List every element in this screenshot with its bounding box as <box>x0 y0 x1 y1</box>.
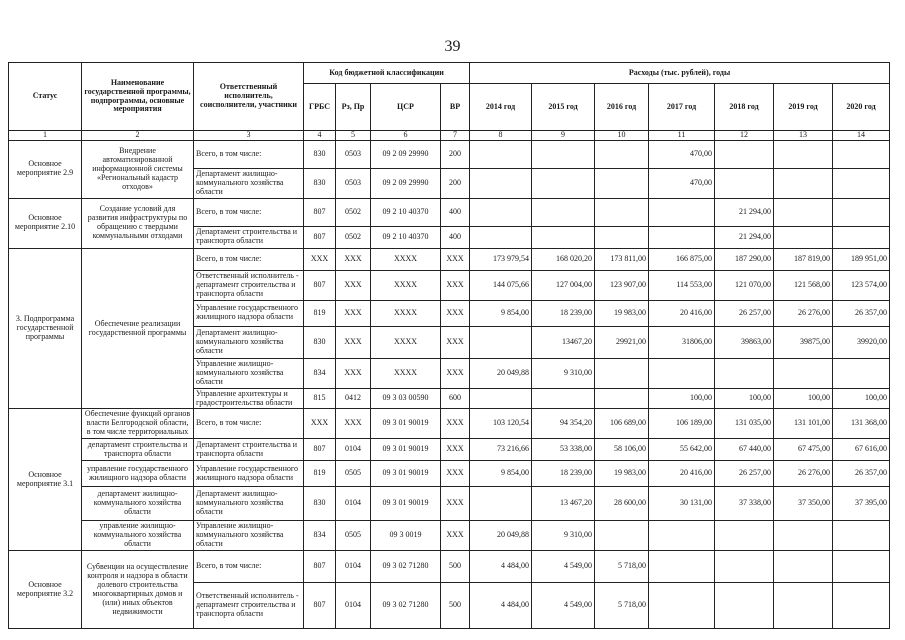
name-cell: Создание условий для развития инфраструктуры по обращению с твердыми коммунальными отходами <box>82 198 194 248</box>
name-cell: Внедрение автоматизированной информационной системы «Региональный кадастр отходов» <box>82 141 194 199</box>
year-2017-cell: 20 416,00 <box>649 461 715 487</box>
csr-cell: 09 3 01 90019 <box>371 461 441 487</box>
year-2020-cell: 39920,00 <box>833 326 890 358</box>
vr-cell: XXX <box>441 439 470 461</box>
responsible-cell: Департамент жилищно-коммунального хозяйства области <box>194 169 304 199</box>
year-2019-cell: 67 475,00 <box>774 439 833 461</box>
year-2018-cell: 21 294,00 <box>715 198 774 226</box>
grbs-cell: 830 <box>304 326 336 358</box>
grbs-cell: XXX <box>304 248 336 270</box>
year-2019-cell: 26 276,00 <box>774 300 833 326</box>
csr-cell: XXXX <box>371 358 441 388</box>
column-index-cell: 14 <box>833 131 890 141</box>
year-2016-cell <box>595 169 649 199</box>
year-2018-cell: 67 440,00 <box>715 439 774 461</box>
vr-cell: 500 <box>441 583 470 629</box>
year-2018-cell <box>715 521 774 551</box>
year-2017-cell: 31806,00 <box>649 326 715 358</box>
year-2017-cell: 55 642,00 <box>649 439 715 461</box>
year-2014-cell: 73 216,66 <box>470 439 532 461</box>
year-2015-cell: 13467,20 <box>532 326 595 358</box>
year-2018-cell: 21 294,00 <box>715 226 774 248</box>
year-2015-cell: 127 004,00 <box>532 270 595 300</box>
responsible-cell: Управление архитектуры и градостроительства области <box>194 388 304 409</box>
year-2020-cell: 26 357,00 <box>833 300 890 326</box>
year-2014-cell: 9 854,00 <box>470 461 532 487</box>
year-2014-cell <box>470 141 532 169</box>
grbs-cell: 830 <box>304 169 336 199</box>
column-index-cell: 11 <box>649 131 715 141</box>
table-row <box>9 248 890 270</box>
year-2015-cell: 9 310,00 <box>532 358 595 388</box>
vr-cell: 400 <box>441 198 470 226</box>
table-row <box>9 551 890 583</box>
year-2016-cell <box>595 141 649 169</box>
year-2017-cell: 166 875,00 <box>649 248 715 270</box>
responsible-cell: Всего, в том числе: <box>194 198 304 226</box>
vr-cell: XXX <box>441 358 470 388</box>
year-2020-cell <box>833 169 890 199</box>
grbs-cell: 834 <box>304 358 336 388</box>
vr-cell: 200 <box>441 169 470 199</box>
name-cell: Обеспечение функций органов власти Белгородской области, в том числе территориальных <box>82 409 194 439</box>
header-grbs: ГРБС <box>304 84 336 131</box>
year-2014-cell <box>470 388 532 409</box>
header-year-2015: 2015 год <box>532 84 595 131</box>
status-cell: 3. Подпрограмма государственной программы <box>9 248 82 409</box>
table-row <box>9 521 890 551</box>
vr-cell: 200 <box>441 141 470 169</box>
year-2019-cell <box>774 521 833 551</box>
year-2015-cell <box>532 388 595 409</box>
grbs-cell: 807 <box>304 226 336 248</box>
year-2017-cell <box>649 551 715 583</box>
year-2018-cell <box>715 551 774 583</box>
header-year-2017: 2017 год <box>649 84 715 131</box>
year-2020-cell: 26 357,00 <box>833 461 890 487</box>
name-cell: Обеспечение реализации государственной программы <box>82 248 194 409</box>
year-2017-cell <box>649 521 715 551</box>
rzpr-cell: XXX <box>336 270 371 300</box>
year-2014-cell <box>470 487 532 521</box>
rzpr-cell: 0104 <box>336 551 371 583</box>
year-2017-cell: 30 131,00 <box>649 487 715 521</box>
responsible-cell: Ответственный исполнитель - департамент строительства и транспорта области <box>194 583 304 629</box>
year-2019-cell <box>774 358 833 388</box>
year-2017-cell <box>649 358 715 388</box>
grbs-cell: 815 <box>304 388 336 409</box>
year-2019-cell <box>774 551 833 583</box>
grbs-cell: XXX <box>304 409 336 439</box>
year-2015-cell: 4 549,00 <box>532 551 595 583</box>
responsible-cell: Управление жилищно-коммунального хозяйства области <box>194 521 304 551</box>
year-2019-cell: 121 568,00 <box>774 270 833 300</box>
year-2014-cell: 4 484,00 <box>470 583 532 629</box>
header-year-2019: 2019 год <box>774 84 833 131</box>
year-2015-cell: 4 549,00 <box>532 583 595 629</box>
year-2016-cell: 58 106,00 <box>595 439 649 461</box>
year-2016-cell: 19 983,00 <box>595 300 649 326</box>
vr-cell: XXX <box>441 521 470 551</box>
year-2014-cell <box>470 226 532 248</box>
year-2020-cell: 67 616,00 <box>833 439 890 461</box>
responsible-cell: Управление жилищно-коммунального хозяйства области <box>194 358 304 388</box>
year-2017-cell: 114 553,00 <box>649 270 715 300</box>
rzpr-cell: XXX <box>336 409 371 439</box>
year-2017-cell: 106 189,00 <box>649 409 715 439</box>
csr-cell: 09 2 10 40370 <box>371 198 441 226</box>
year-2016-cell <box>595 521 649 551</box>
year-2018-cell: 131 035,00 <box>715 409 774 439</box>
column-index-cell: 13 <box>774 131 833 141</box>
header-year-2020: 2020 год <box>833 84 890 131</box>
responsible-cell: Управление государственного жилищного надзора области <box>194 461 304 487</box>
year-2014-cell: 173 979,54 <box>470 248 532 270</box>
year-2015-cell: 18 239,00 <box>532 300 595 326</box>
year-2019-cell <box>774 169 833 199</box>
rzpr-cell: 0502 <box>336 226 371 248</box>
table-row <box>9 141 890 169</box>
year-2020-cell: 131 368,00 <box>833 409 890 439</box>
year-2019-cell: 39875,00 <box>774 326 833 358</box>
csr-cell: XXXX <box>371 248 441 270</box>
csr-cell: XXXX <box>371 326 441 358</box>
grbs-cell: 807 <box>304 551 336 583</box>
rzpr-cell: XXX <box>336 358 371 388</box>
table-row <box>9 409 890 439</box>
year-2018-cell: 26 257,00 <box>715 300 774 326</box>
year-2019-cell <box>774 583 833 629</box>
budget-table <box>8 62 890 629</box>
header-name: Наименование государственной программы, подпрограммы, основные мероприятия <box>82 63 194 131</box>
csr-cell: 09 2 09 29990 <box>371 141 441 169</box>
column-index-cell: 12 <box>715 131 774 141</box>
csr-cell: XXXX <box>371 300 441 326</box>
year-2016-cell: 173 811,00 <box>595 248 649 270</box>
vr-cell: XXX <box>441 248 470 270</box>
year-2015-cell: 53 338,00 <box>532 439 595 461</box>
vr-cell: 600 <box>441 388 470 409</box>
header-expenses: Расходы (тыс. рублей), годы <box>470 63 890 84</box>
year-2016-cell: 123 907,00 <box>595 270 649 300</box>
rzpr-cell: 0505 <box>336 461 371 487</box>
rzpr-cell: 0104 <box>336 583 371 629</box>
year-2015-cell: 168 020,20 <box>532 248 595 270</box>
year-2016-cell <box>595 358 649 388</box>
header-responsible: Ответственный исполнитель, соисполнители, участники <box>194 63 304 131</box>
year-2020-cell: 123 574,00 <box>833 270 890 300</box>
grbs-cell: 834 <box>304 521 336 551</box>
year-2016-cell: 28 600,00 <box>595 487 649 521</box>
year-2016-cell <box>595 198 649 226</box>
rzpr-cell: 0503 <box>336 141 371 169</box>
year-2017-cell <box>649 583 715 629</box>
responsible-cell: Ответственный исполнитель - департамент строительства и транспорта области <box>194 270 304 300</box>
csr-cell: 09 3 01 90019 <box>371 487 441 521</box>
responsible-cell: Всего, в том числе: <box>194 248 304 270</box>
table-body <box>9 141 890 629</box>
csr-cell: 09 3 02 71280 <box>371 551 441 583</box>
year-2015-cell <box>532 198 595 226</box>
grbs-cell: 807 <box>304 583 336 629</box>
rzpr-cell: 0104 <box>336 487 371 521</box>
year-2019-cell <box>774 198 833 226</box>
year-2014-cell <box>470 198 532 226</box>
rzpr-cell: XXX <box>336 300 371 326</box>
name-cell: управление жилищно-коммунального хозяйства области <box>82 521 194 551</box>
vr-cell: 400 <box>441 226 470 248</box>
csr-cell: 09 3 02 71280 <box>371 583 441 629</box>
year-2017-cell: 20 416,00 <box>649 300 715 326</box>
year-2018-cell <box>715 169 774 199</box>
year-2020-cell: 37 395,00 <box>833 487 890 521</box>
year-2014-cell: 20 049,88 <box>470 521 532 551</box>
year-2015-cell <box>532 169 595 199</box>
year-2019-cell: 131 101,00 <box>774 409 833 439</box>
status-cell: Основное мероприятие 3.2 <box>9 551 82 629</box>
vr-cell: XXX <box>441 409 470 439</box>
vr-cell: XXX <box>441 326 470 358</box>
year-2017-cell: 470,00 <box>649 141 715 169</box>
grbs-cell: 807 <box>304 270 336 300</box>
year-2016-cell: 29921,00 <box>595 326 649 358</box>
year-2016-cell <box>595 388 649 409</box>
column-index-cell: 1 <box>9 131 82 141</box>
csr-cell: 09 2 10 40370 <box>371 226 441 248</box>
status-cell: Основное мероприятие 2.10 <box>9 198 82 248</box>
grbs-cell: 819 <box>304 461 336 487</box>
year-2018-cell: 39863,00 <box>715 326 774 358</box>
year-2015-cell: 94 354,20 <box>532 409 595 439</box>
column-index-cell: 6 <box>371 131 441 141</box>
table-row <box>9 198 890 226</box>
header-csr: ЦСР <box>371 84 441 131</box>
rzpr-cell: 0104 <box>336 439 371 461</box>
responsible-cell: Департамент строительства и транспорта области <box>194 226 304 248</box>
page-number: 39 <box>444 38 461 55</box>
csr-cell: 09 3 03 00590 <box>371 388 441 409</box>
year-2020-cell <box>833 198 890 226</box>
responsible-cell: Всего, в том числе: <box>194 551 304 583</box>
csr-cell: 09 3 0019 <box>371 521 441 551</box>
grbs-cell: 819 <box>304 300 336 326</box>
grbs-cell: 807 <box>304 439 336 461</box>
name-cell: департамент жилищно-коммунального хозяйства области <box>82 487 194 521</box>
csr-cell: 09 3 01 90019 <box>371 439 441 461</box>
table-row <box>9 487 890 521</box>
column-index-cell: 5 <box>336 131 371 141</box>
vr-cell: XXX <box>441 487 470 521</box>
name-cell: управление государственного жилищного надзора области <box>82 461 194 487</box>
header-rzpr: Рз, Пр <box>336 84 371 131</box>
vr-cell: XXX <box>441 270 470 300</box>
rzpr-cell: 0503 <box>336 169 371 199</box>
vr-cell: XXX <box>441 461 470 487</box>
name-cell: Субвенции на осуществление контроля и надзора в области долевого строительства многоквартирных домов и (или) иных объектов недвижимости <box>82 551 194 629</box>
year-2015-cell <box>532 226 595 248</box>
rzpr-cell: 0505 <box>336 521 371 551</box>
year-2014-cell: 103 120,54 <box>470 409 532 439</box>
year-2015-cell: 9 310,00 <box>532 521 595 551</box>
rzpr-cell: XXX <box>336 248 371 270</box>
year-2014-cell <box>470 169 532 199</box>
table-row <box>9 461 890 487</box>
rzpr-cell: XXX <box>336 326 371 358</box>
year-2020-cell <box>833 226 890 248</box>
year-2019-cell: 37 350,00 <box>774 487 833 521</box>
year-2020-cell <box>833 551 890 583</box>
column-index-cell: 4 <box>304 131 336 141</box>
name-cell: департамент строительства и транспорта области <box>82 439 194 461</box>
column-index-cell: 7 <box>441 131 470 141</box>
responsible-cell: Департамент строительства и транспорта области <box>194 439 304 461</box>
year-2016-cell: 106 689,00 <box>595 409 649 439</box>
year-2015-cell <box>532 141 595 169</box>
rzpr-cell: 0502 <box>336 198 371 226</box>
header-budget-code: Код бюджетной классификации <box>304 63 470 84</box>
column-index-cell: 9 <box>532 131 595 141</box>
year-2019-cell <box>774 226 833 248</box>
year-2020-cell <box>833 358 890 388</box>
responsible-cell: Департамент жилищно-коммунального хозяйства области <box>194 487 304 521</box>
csr-cell: 09 3 01 90019 <box>371 409 441 439</box>
year-2020-cell <box>833 521 890 551</box>
grbs-cell: 830 <box>304 141 336 169</box>
year-2014-cell: 144 075,66 <box>470 270 532 300</box>
header-status: Статус <box>9 63 82 131</box>
year-2016-cell: 19 983,00 <box>595 461 649 487</box>
column-index-cell: 3 <box>194 131 304 141</box>
year-2018-cell: 187 290,00 <box>715 248 774 270</box>
year-2018-cell: 100,00 <box>715 388 774 409</box>
year-2017-cell: 470,00 <box>649 169 715 199</box>
responsible-cell: Всего, в том числе: <box>194 409 304 439</box>
rzpr-cell: 0412 <box>336 388 371 409</box>
column-index-row <box>9 131 890 141</box>
year-2014-cell: 9 854,00 <box>470 300 532 326</box>
year-2014-cell <box>470 326 532 358</box>
year-2015-cell: 18 239,00 <box>532 461 595 487</box>
year-2020-cell: 100,00 <box>833 388 890 409</box>
year-2016-cell <box>595 226 649 248</box>
year-2019-cell <box>774 141 833 169</box>
year-2017-cell <box>649 198 715 226</box>
status-cell: Основное мероприятие 2.9 <box>9 141 82 199</box>
csr-cell: XXXX <box>371 270 441 300</box>
header-year-2016: 2016 год <box>595 84 649 131</box>
year-2016-cell: 5 718,00 <box>595 583 649 629</box>
year-2018-cell: 121 070,00 <box>715 270 774 300</box>
header-year-2014: 2014 год <box>470 84 532 131</box>
responsible-cell: Департамент жилищно-коммунального хозяйства области <box>194 326 304 358</box>
year-2019-cell: 187 819,00 <box>774 248 833 270</box>
year-2020-cell: 189 951,00 <box>833 248 890 270</box>
year-2014-cell: 20 049,88 <box>470 358 532 388</box>
year-2018-cell <box>715 358 774 388</box>
year-2014-cell: 4 484,00 <box>470 551 532 583</box>
year-2018-cell <box>715 141 774 169</box>
year-2017-cell: 100,00 <box>649 388 715 409</box>
header-year-2018: 2018 год <box>715 84 774 131</box>
csr-cell: 09 2 09 29990 <box>371 169 441 199</box>
header-vr: ВР <box>441 84 470 131</box>
year-2018-cell <box>715 583 774 629</box>
status-cell: Основное мероприятие 3.1 <box>9 409 82 551</box>
column-index-cell: 8 <box>470 131 532 141</box>
year-2019-cell: 100,00 <box>774 388 833 409</box>
column-index-cell: 10 <box>595 131 649 141</box>
vr-cell: XXX <box>441 300 470 326</box>
vr-cell: 500 <box>441 551 470 583</box>
year-2018-cell: 37 338,00 <box>715 487 774 521</box>
year-2016-cell: 5 718,00 <box>595 551 649 583</box>
year-2020-cell <box>833 583 890 629</box>
year-2018-cell: 26 257,00 <box>715 461 774 487</box>
grbs-cell: 807 <box>304 198 336 226</box>
column-index-cell: 2 <box>82 131 194 141</box>
responsible-cell: Управление государственного жилищного надзора области <box>194 300 304 326</box>
year-2020-cell <box>833 141 890 169</box>
year-2017-cell <box>649 226 715 248</box>
table-row <box>9 439 890 461</box>
year-2015-cell: 13 467,20 <box>532 487 595 521</box>
year-2019-cell: 26 276,00 <box>774 461 833 487</box>
grbs-cell: 830 <box>304 487 336 521</box>
responsible-cell: Всего, в том числе: <box>194 141 304 169</box>
